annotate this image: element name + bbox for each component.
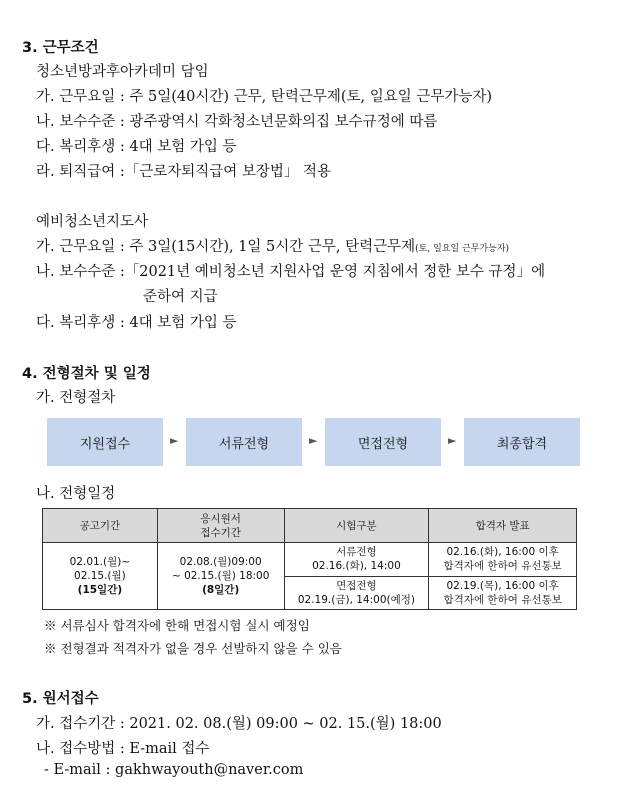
header-result-announcement: 합격자 발표	[429, 509, 577, 543]
step-apply: 지원접수	[47, 418, 163, 466]
prelim-pay-level-cont: 준하여 지급	[143, 289, 218, 305]
table-row	[43, 543, 577, 577]
academy-work-days: 가. 근무요일 : 주 5일(40시간) 근무, 탄력근무제(토, 일요일 근무가능자)	[36, 89, 493, 105]
application-duration: (8일간)	[202, 584, 240, 596]
arrow-right-icon: ►	[170, 434, 179, 447]
notice-end: 02.15.(월)	[74, 570, 126, 582]
group-name-prelim: 예비청소년지도사	[36, 214, 149, 230]
academy-benefits: 다. 복리후생 : 4대 보험 가입 등	[36, 139, 237, 155]
prelim-pay-level: 나. 보수수준 :「2021년 예비청소년 지원사업 운영 지침에서 정한 보수 규정」에	[36, 264, 546, 280]
step-document-screening: 서류전형	[186, 418, 302, 466]
group-name-academy: 청소년방과후아카데미 담임	[36, 64, 209, 80]
academy-severance: 라. 퇴직급여 :「근로자퇴직급여 보장법」 적용	[36, 164, 332, 180]
arrow-right-icon: ►	[309, 434, 318, 447]
header-notice-period: 공고기간	[43, 509, 158, 543]
header-exam-type: 시험구분	[284, 509, 429, 543]
header-application-period: 응시원서 접수기간	[157, 509, 284, 543]
prelim-benefits: 다. 복리후생 : 4대 보험 가입 등	[36, 315, 237, 331]
step-interview: 면접전형	[325, 418, 441, 466]
application-end: ~ 02.15.(월) 18:00	[171, 570, 270, 582]
result-document-cell	[429, 543, 577, 577]
step-final-pass: 최종합격	[464, 418, 580, 466]
prelim-work-days-note: (토, 일요일 근무가능자)	[415, 244, 510, 254]
note-no-selection: ※ 전형결과 적격자가 없을 경우 선발하지 않을 수 있음	[44, 641, 342, 656]
result-interview-cell	[429, 576, 577, 610]
application-period-cell	[157, 543, 284, 610]
notice-duration: (15일간)	[77, 584, 123, 596]
section-5-title: 5. 원서접수	[22, 691, 99, 707]
application-period-text: 가. 접수기간 : 2021. 02. 08.(월) 09:00 ~ 02. 15.(월) 18:00	[36, 716, 442, 732]
section-3-title: 3. 근무조건	[22, 40, 99, 56]
academy-pay-level: 나. 보수수준 : 광주광역시 각화청소년문화의집 보수규정에 따름	[36, 114, 438, 130]
exam-type: 면접전형	[336, 579, 377, 592]
prelim-work-days-main: 가. 근무요일 : 주 3일(15시간), 1일 5시간 근무, 탄력근무제	[36, 239, 416, 255]
result-time: 02.16.(화), 16:00 이후	[446, 546, 559, 559]
exam-date: 02.19.(금), 14:00(예정)	[297, 593, 415, 606]
prelim-work-days	[36, 235, 509, 256]
schedule-subtitle: 나. 전형일정	[36, 486, 116, 502]
notice-start: 02.01.(월)~	[69, 556, 131, 568]
schedule-table	[42, 508, 577, 610]
exam-date: 02.16.(화), 14:00	[312, 560, 401, 573]
application-start: 02.08.(월)09:00	[179, 556, 262, 568]
procedure-subtitle: 가. 전형절차	[36, 390, 116, 406]
arrow-right-icon: ►	[448, 434, 457, 447]
application-method-text: 나. 접수방법 : E-mail 접수	[36, 741, 210, 757]
schedule-header-row	[43, 509, 577, 543]
exam-document-cell	[284, 543, 429, 577]
section-4-title: 4. 전형절차 및 일정	[22, 366, 151, 382]
email-address-text: - E-mail : gakhwayouth@naver.com	[44, 762, 304, 778]
exam-type: 서류전형	[336, 546, 377, 559]
result-note: 합격자에 한하여 유선통보	[443, 593, 562, 606]
exam-interview-cell	[284, 576, 429, 610]
result-note: 합격자에 한하여 유선통보	[443, 560, 562, 573]
notice-period-cell	[43, 543, 158, 610]
note-interview: ※ 서류심사 합격자에 한해 면접시험 실시 예정임	[44, 618, 310, 633]
result-time: 02.19.(목), 16:00 이후	[446, 579, 559, 592]
